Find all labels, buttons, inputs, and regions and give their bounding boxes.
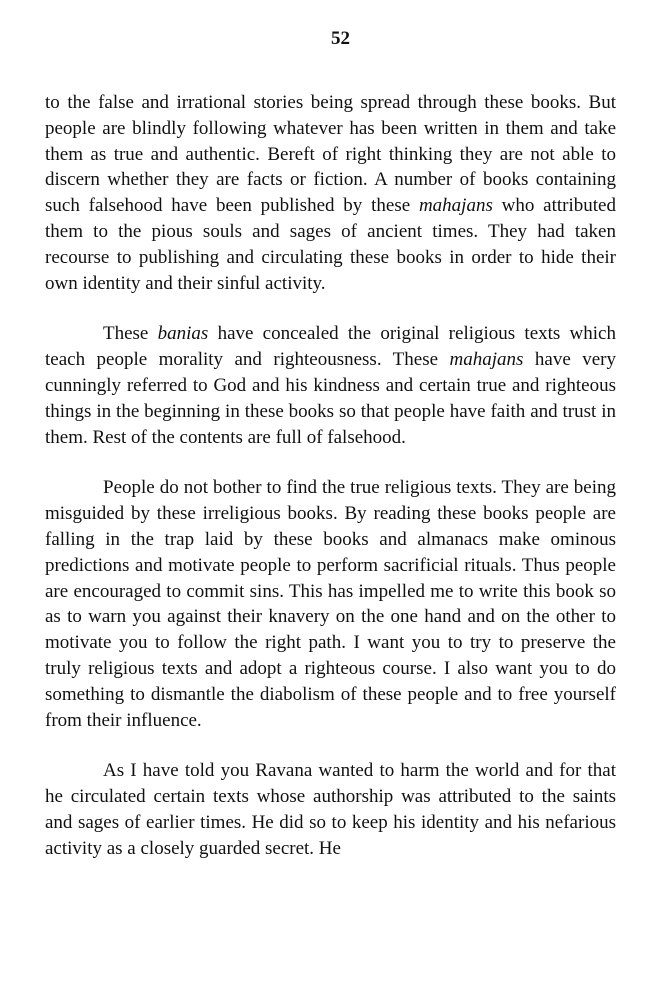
paragraph-2 (45, 321, 616, 450)
paragraph-text: have concealed the original religious texts which teach people morality and righteousness. These (45, 323, 616, 371)
paragraph-text: As I have told you Ravana wanted to harm the world and for that he circulated certain texts whose authorship was attributed to the saints and sages of earlier times. He did so to keep his identity and his nefarious activity as a closely guarded secret. He (45, 760, 616, 859)
italic-term: mahajans (449, 349, 524, 371)
paragraph-1 (45, 90, 616, 296)
italic-term: banias (157, 323, 209, 345)
paragraph-3 (45, 475, 616, 733)
paragraph-text: These (103, 323, 158, 345)
paragraph-text: People do not bother to find the true religious texts. They are being misguided by these irreligious books. By reading these books people are falling in the trap laid by these books and almanacs make ominous predictions and motivate people to perform sacrificial rituals. Thus people are encouraged to commit sins. This has impelled me to write this book so as to warn you against their knavery on the one hand and on the other to motivate you to follow the right path. I want you to try to preserve the truly religious texts and adopt a righteous course. I also want you to do something to dismantle the diabolism of these people and to free yourself from their influence. (45, 477, 616, 731)
paragraph-text: have very cunningly referred to God and his kindness and certain true and righteous things in the beginning in these books so that people have faith and trust in them. Rest of the contents are full of falsehood. (45, 349, 616, 448)
italic-term: mahajans (418, 195, 493, 217)
page-number: 52 (331, 28, 350, 49)
paragraph-text: to the false and irrational stories being spread through these books. But people are blindly following whatever has been written in them and take them as true and authentic. Bereft of right thinking they are not able to discern whether they are facts or fiction. A number of books containing such falsehood have been published by these (45, 92, 616, 217)
paragraph-text: who attributed them to the pious souls and sages of ancient times. They had taken recourse to publishing and circulating these books in order to hide their own identity and their sinful activity. (45, 195, 616, 294)
paragraph-4 (45, 758, 616, 861)
